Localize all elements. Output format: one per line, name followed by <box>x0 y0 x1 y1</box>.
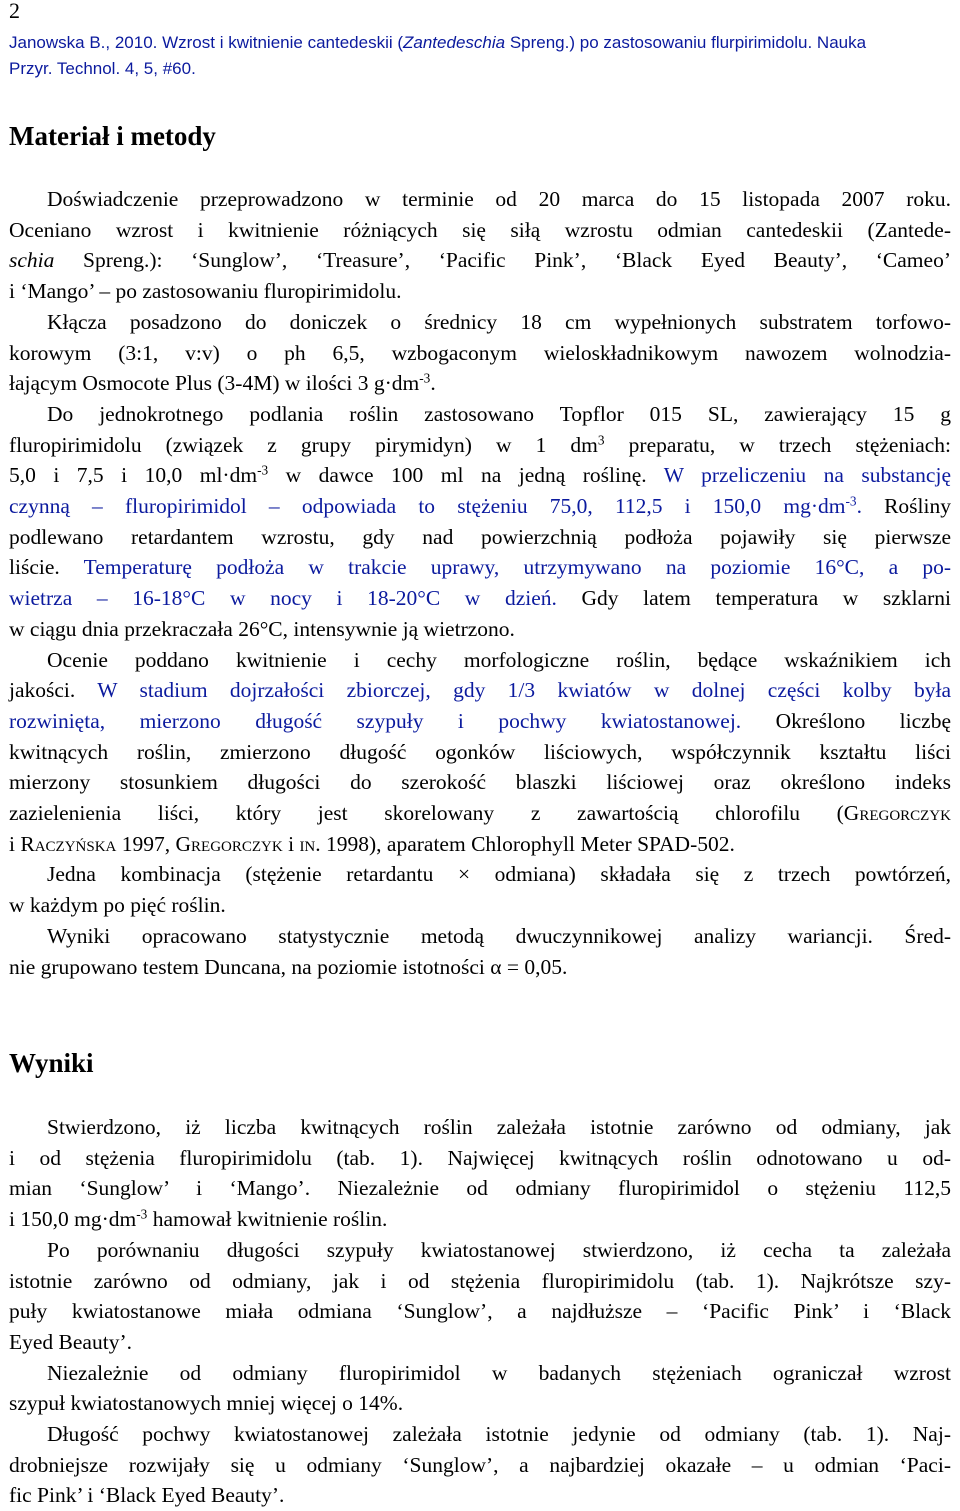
text-line: Stwierdzono, iż liczba kwitnących roślin zależała istotnie zarówno od odmiany, jak <box>47 1115 951 1139</box>
text-line: 5,0 i 7,5 i 10,0 $ml\cdot dm^{-3}$ w dawce 100 ml na jedną roślinę. W przeliczeniu na substancję <box>9 463 951 488</box>
citation-journal: Przyr. Technol. 4, 5, #60. <box>9 59 196 78</box>
text-line: Oceniano wzrost i kwitnienie różniących się siłą wzrostu odmian cantedeskii (Zantede- <box>9 217 951 242</box>
paragraph <box>9 921 951 982</box>
text-line: i od stężenia fluropirimidolu (tab. 1). Najwięcej kwitnących roślin odnotowano u od- <box>9 1145 951 1170</box>
paragraph <box>9 399 951 645</box>
text-line: i ‘Mango’ – po zastosowaniu fluropirimidolu. <box>9 279 402 304</box>
text-line: Eyed Beauty’. <box>9 1329 132 1354</box>
section-heading-results: Wyniki <box>9 1048 94 1078</box>
text-line: Kłącza posadzono do doniczek o średnicy 18 cm wypełnionych substratem torfowo- <box>47 309 951 334</box>
page-number: 2 <box>9 0 20 23</box>
text-line: mierzony stosunkiem długości do szerokość blaszki liściowej oraz określono indeks <box>9 770 951 795</box>
text-line: Wyniki opracowano statystycznie metodą dwuczynnikowej analizy wariancji. Śred- <box>47 923 951 948</box>
citation-authors: Janowska B., 2010. Wzrost i kwitnienie cantedeskii ( <box>9 33 404 52</box>
paragraph <box>9 1419 951 1511</box>
text-line: i 150,0 $mg\cdot dm^{-3}$ hamował kwitnienie roślin. <box>9 1206 388 1232</box>
text-line: Ocenie poddano kwitnienie i cechy morfologiczne roślin, będące wskaźnikiem ich <box>47 647 951 672</box>
text-line: fluropirimidolu (związek z grupy pirymidyn) w 1 $dm^3$ preparatu, w trzech stężeniach: <box>9 432 952 457</box>
text-line: fic Pink’ i ‘Black Eyed Beauty’. <box>9 1483 285 1508</box>
text-line: korowym (3:1, v:v) o ph 6,5, wzbogaconym wieloskładnikowym nawozem wolnodzia- <box>9 340 951 365</box>
results-body <box>9 1112 951 1511</box>
paragraph <box>9 1358 951 1419</box>
text-line: Niezależnie od odmiany fluropirimidol w badanych stężeniach ograniczał wzrost <box>47 1360 951 1385</box>
text-line: istotnie zarówno od odmiany, jak i od stężenia fluropirimidolu (tab. 1). Najkrótsze szy- <box>9 1268 951 1293</box>
paragraph <box>9 645 951 860</box>
text-line: rozwinięta, mierzono długość szypuły i pochwy kwiatostanowej. Określono liczbę <box>9 708 951 733</box>
text-line: mian ‘Sunglow’ i ‘Mango’. Niezależnie od odmiany fluropirimidol o stężeniu 112,5 <box>9 1176 951 1201</box>
paragraph <box>9 1235 951 1358</box>
text-line: liście. Temperaturę podłoża w trakcie uprawy, utrzymywano na poziomie 16°C, a po- <box>9 555 952 580</box>
text-line: czynną – fluropirimidol – odpowiada to stężeniu 75,0, 112,5 i 150,0 $mg\cdot dm^{-3}$. Rośliny <box>9 493 951 519</box>
text-line: kwitnących roślin, zmierzono długość ogonków liściowych, współczynnik kształtu liści <box>9 739 951 764</box>
text-line: Jedna kombinacja (stężenie retardantu × odmiana) składała się z trzech powtórzeń, <box>47 862 951 887</box>
text-line: podlewano retardantem wzrostu, gdy nad powierzchnią podłoża pojawiły się pierwsze <box>9 524 951 549</box>
methods-body <box>9 184 951 982</box>
text-line: i Raczyńska 1997, Gregorczyk i in. 1998), aparatem Chlorophyll Meter SPAD-502. <box>9 831 735 856</box>
text-line: wietrza – 16-18°C w nocy i 18-20°C w dzień. Gdy latem temperatura w szklarni <box>9 586 951 611</box>
text-line: puły kwiatostanowe miała odmiana ‘Sunglow’, a najdłuższe – ‘Pacific Pink’ i ‘Black <box>9 1299 951 1324</box>
text-line: w ciągu dnia przekraczała 26°C, intensywnie ją wietrzono. <box>9 616 515 641</box>
citation-rest: Spreng.) po zastosowaniu flurpirimidolu. Nauka <box>505 33 867 52</box>
citation-genus: Zantedeschia <box>403 33 506 52</box>
text-line: Po porównaniu długości szypuły kwiatostanowej stwierdzono, iż cecha ta zależała <box>47 1237 951 1262</box>
citation-header <box>9 30 951 82</box>
text-line: Do jednokrotnego podlania roślin zastosowano Topflor 015 SL, zawierający 15 g <box>47 401 951 426</box>
text-line: w każdym po pięć roślin. <box>9 893 226 918</box>
paragraph <box>9 184 951 307</box>
paragraph <box>9 307 951 399</box>
text-line: Doświadczenie przeprowadzono w terminie od 20 marca do 15 listopada 2007 roku. <box>47 187 951 211</box>
paragraph <box>9 1112 951 1235</box>
text-line: łającym Osmocote Plus (3-4M) w ilości 3 $g\cdot dm^{-3}$. <box>9 370 436 396</box>
section-heading-methods: Materiał i metody <box>9 121 216 151</box>
paragraph <box>9 859 951 920</box>
text-line: nie grupowano testem Duncana, na poziomie istotności α = 0,05. <box>9 954 568 979</box>
text-line: schia Spreng.): ‘Sunglow’, ‘Treasure’, ‘Pacific Pink’, ‘Black Eyed Beauty’, ‘Cameo’ <box>9 248 951 273</box>
text-line: Długość pochwy kwiatostanowej zależała istotnie jedynie od odmiany (tab. 1). Naj- <box>47 1422 951 1447</box>
text-line: jakości. W stadium dojrzałości zbiorczej, gdy 1/3 kwiatów w dolnej części kolby była <box>9 678 951 703</box>
text-line: drobniejsze rozwijały się u odmiany ‘Sunglow’, a najbardziej okazałe – u odmian ‘Paci- <box>9 1452 951 1477</box>
text-line: zazielenienia liści, który jest skorelowany z zawartością chlorofilu (Gregorczyk <box>9 801 951 826</box>
text-line: szypuł kwiatostanowych mniej więcej o 14%. <box>9 1391 404 1416</box>
